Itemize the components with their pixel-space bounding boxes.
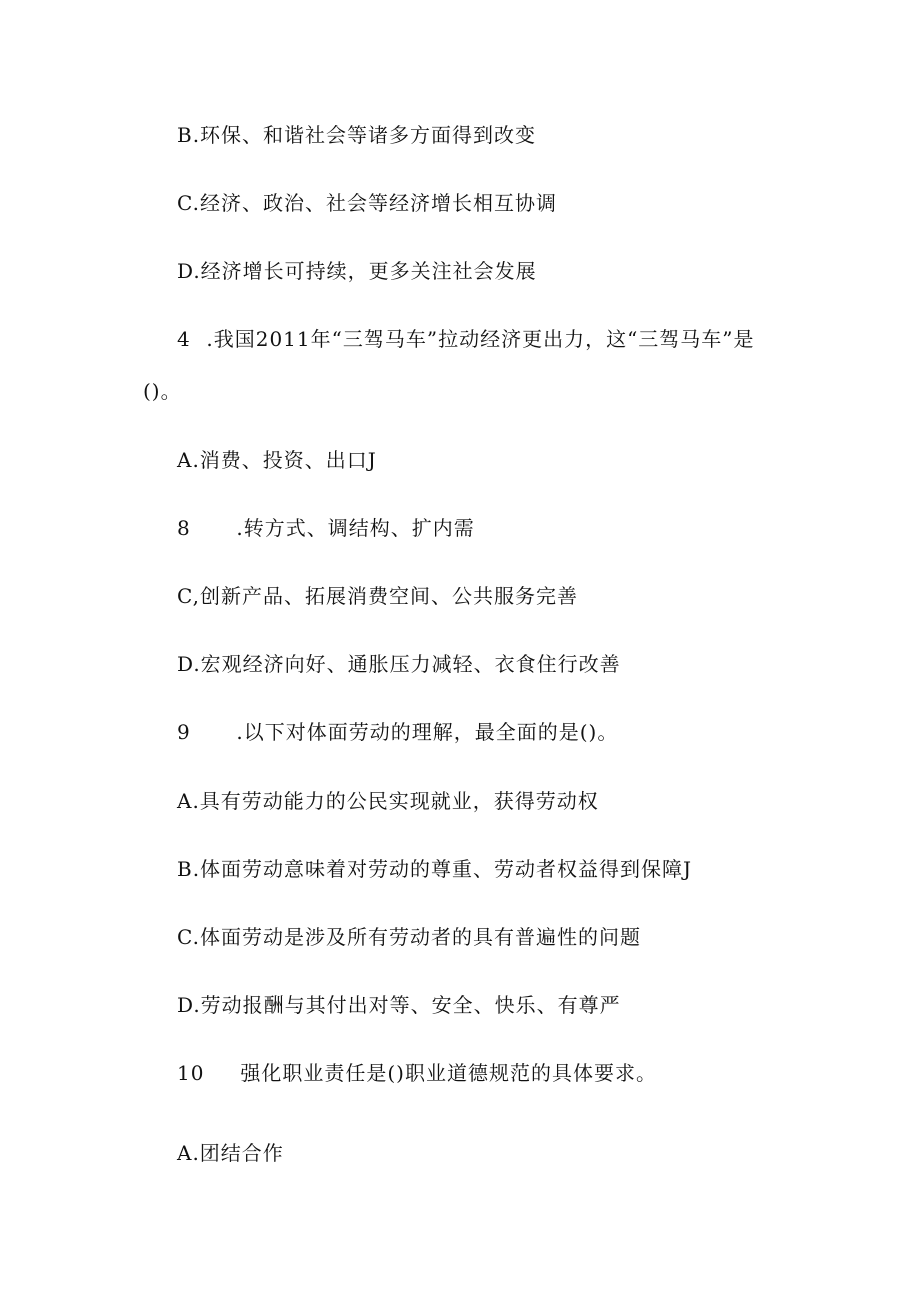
option-d-q4: D.宏观经济向好、通胀压力减轻、衣食住行改善 bbox=[177, 652, 621, 676]
option-d-q3: D.经济增长可持续，更多关注社会发展 bbox=[177, 259, 537, 283]
question-stem: .以下对体面劳动的理解，最全面的是()。 bbox=[236, 720, 619, 744]
question-stem: .我国2011年“三驾马车”拉动经济更出力，这“三驾马车”是 bbox=[206, 327, 755, 351]
question-number: 4 bbox=[177, 327, 191, 351]
option-c-q4: C,创新产品、拓展消费空间、公共服务完善 bbox=[177, 584, 578, 608]
option-c-q9: C.体面劳动是涉及所有劳动者的具有普遍性的问题 bbox=[177, 925, 641, 949]
option-a-q4: A.消费、投资、出口J bbox=[177, 448, 377, 472]
question-4-continuation: ()。 bbox=[143, 379, 182, 403]
question-number: 9 bbox=[177, 720, 191, 744]
question-number: 8 bbox=[177, 516, 191, 540]
option-d-q9: D.劳动报酬与其付出对等、安全、快乐、有尊严 bbox=[177, 993, 621, 1017]
option-b-q3: B.环保、和谐社会等诸多方面得到改变 bbox=[177, 123, 537, 147]
question-4 bbox=[177, 325, 755, 353]
question-10 bbox=[177, 1059, 657, 1087]
question-number: 10 bbox=[177, 1061, 205, 1085]
question-8 bbox=[177, 514, 475, 542]
question-9 bbox=[177, 718, 618, 746]
option-c-q3: C.经济、政治、社会等经济增长相互协调 bbox=[177, 191, 557, 215]
option-a-q10: A.团结合作 bbox=[177, 1141, 284, 1165]
question-stem: .转方式、调结构、扩内需 bbox=[236, 516, 475, 540]
question-stem: 强化职业责任是()职业道德规范的具体要求。 bbox=[240, 1061, 657, 1085]
option-a-q9: A.具有劳动能力的公民实现就业，获得劳动权 bbox=[177, 789, 599, 813]
option-b-q9: B.体面劳动意味着对劳动的尊重、劳动者权益得到保障J bbox=[177, 857, 693, 881]
